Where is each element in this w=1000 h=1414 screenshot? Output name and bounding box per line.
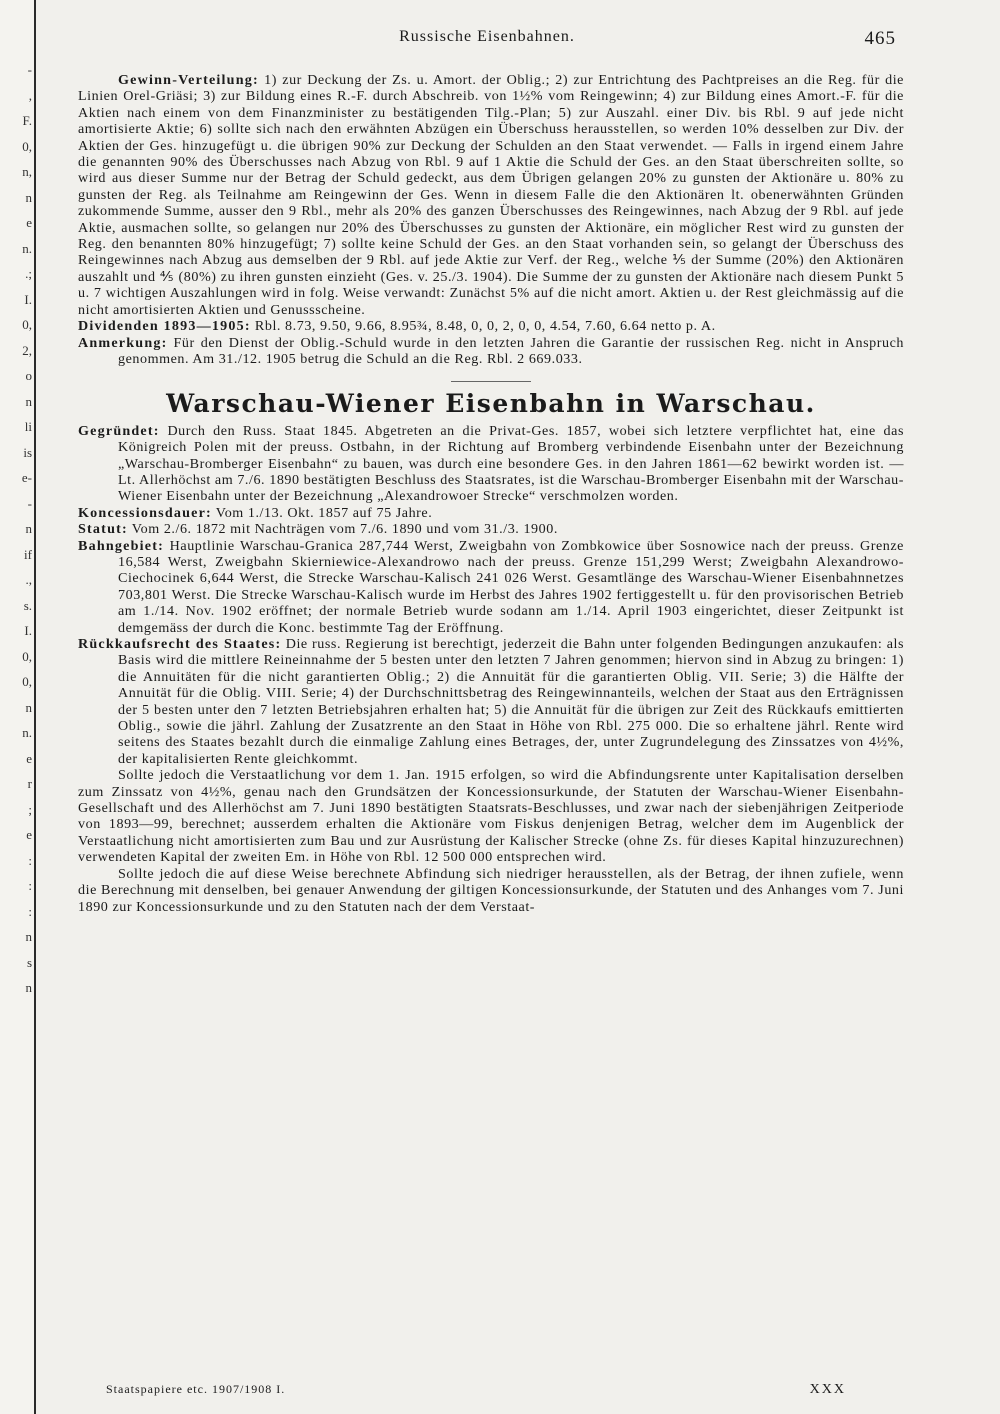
verstaatlichung-paragraph-2: Sollte jedoch die auf diese Weise berechnete Abfindung sich niedriger herausstellen, als der Betrag, der ihnen zufiele, wenn die Berechnung mit denselben, bei genauer Anwendung der giltigen Koncessionsurkunde, der Statuten und des Anhanges vom 7. Juni 1890 zur Koncessionsurkunde und zu den Statuten nach der dem Verstaat- — [78, 865, 904, 915]
gutter-fragment: n — [25, 929, 32, 944]
gutter-fragment: 0, — [22, 138, 32, 154]
gutter-fragment: 0, — [22, 317, 32, 332]
gutter-fragment: n — [25, 393, 32, 409]
gegruendet-text: Durch den Russ. Staat 1845. Abgetreten an die Privat-Ges. 1857, wobei sich letztere verpflichtet hat, eine das Königreich Polen mit der preuss. Ostbahn, in der Richtung auf Bromberg verbindende Eisenbahn unter der Bezeichnung „Warschau-Bromberger Eisenbahn“ zu bauen, was durch eine besondere Ges. in den Jahren 1861—62 bewirkt worden ist. — Lt. Allerhöchst am 7./6. 1890 bestätigten Beschluss des Staatsrates, ist die Warschau-Bromberger Eisenbahn mit der Warschau-Wiener Eisenbahn unter der Bezeichnung „Alexandrowoer Strecke“ verschmolzen worden. — [118, 422, 904, 505]
gutter-fragment: n — [25, 189, 32, 205]
koncessionsdauer-paragraph — [78, 505, 904, 521]
gutter-fragment: if — [24, 546, 32, 562]
gewinn-verteilung-label: Gewinn-Verteilung: — [118, 72, 259, 88]
statut-label: Statut: — [78, 521, 128, 538]
gegruendet-label: Gegründet: — [78, 422, 160, 439]
koncessionsdauer-label: Koncessionsdauer: — [78, 504, 212, 521]
gutter-fragment: n, — [22, 164, 32, 179]
left-margin-strip — [0, 0, 34, 1414]
bahngebiet-paragraph — [78, 538, 904, 636]
gutter-fragment: : — [28, 852, 32, 868]
document-page — [66, 0, 908, 1414]
gutter-fragment: e- — [21, 470, 32, 485]
binding-edge — [34, 0, 36, 1414]
gutter-fragment: , — [28, 87, 32, 103]
gutter-fragment: I. — [24, 291, 32, 307]
dividenden-paragraph — [78, 318, 904, 334]
gutter-fragment: li — [24, 419, 32, 434]
gutter-fragment: s. — [23, 597, 32, 613]
rueckkaufsrecht-text: Die russ. Regierung ist berechtigt, jederzeit die Bahn unter folgenden Bedingungen anzukaufen: als Basis wird die mittlere Reineinnahme der 5 besten unter den letzten 7 Jahren genommen; hiervon sind in Abzug zu bringen: 1) die Annuitäten für die nicht garantierten Oblig.; 2) die Annuität für die garantierten Oblig. VII. Serie; 3) die Hälfte der Annuität für die Oblig. VIII. Serie; 4) der Durchschnittsbetrag des Reingewinnanteils, welchen der Staat aus den Erträgnissen der 5 besten unter den 7 letzten Betriebsjahren erhalten hat; 5) die Annuität für die übrigen zur Zeit des Rückkaufs emittierten Oblig., sowie die jährl. Zahlung der Zusatzrente an den Staat in Höhe von Rbl. 275 000. Die so erhaltene jährl. Rente wird seitens des Staates bezahlt durch die einmalige Zahlung eines Betrages, der, unter Zugrundelegung des Zinssatzes von 4½%, der kapitalisierten Rente gleichkommt. — [118, 636, 905, 767]
anmerkung-text: Für den Dienst der Oblig.-Schuld wurde in den letzten Jahren die Garantie der russischen Reg. nicht in Anspruch genommen. Am 31./12. 1905 betrug die Schuld an die Reg. Rbl. 2 669.033. — [118, 334, 904, 367]
gutter-fragment: n — [25, 699, 32, 715]
koncessionsdauer-text: Vom 1./13. Okt. 1857 auf 75 Jahre. — [215, 504, 433, 521]
gewinn-verteilung-text: 1) zur Deckung der Zs. u. Amort. der Oblig.; 2) zur Entrichtung des Pachtpreises an die Reg. für die Linien Orel-Griäsi; 3) zur Bildung eines R.-F. durch Abschreib. von 1½% vom Reingewinn; 4) zur Bildung eines Amort.-F. für die Aktien nach einem von dem Finanzminister zu bestätigenden Tilg.-Plan; 5) zur Auszahl. einer Div. bis Rbl. 9 auf jede nicht amortisierte Aktie; 6) sollte sich nach den erwähnten Abzügen ein Überschuss herausstellen, so werden 10% desselben zur Div. der Aktien der Ges. hinzugefügt u. die übrigen 90% zur Deckung der Schulden an den Staat verwendet. — Falls in irgend einem Jahre die genannten 90% des Überschusses nach Abzug von Rbl. 9 auf 1 Aktie die Schuld der Ges. an den Staat überschreiten sollte, so wird aus dieser Summe nur der Betrag der Schuld gedeckt, aus dem Übrigen gelangen 20% zu gunsten der Aktionäre u. 80% zu gunsten der Reg. als Teilnahme am Reingewinn der Ges. Wenn in diesem Falle die den Aktionären lt. obenerwähnten Gründen zukommende Summe, ausser den 9 Rbl., mehr als 20% des ganzen Überschusses des Reingewinnes, nach Abzug der 9 Rbl. auf jede Aktie, ausmachen sollte, so gelangen nur 20% des Überschusses zu gunsten der Aktionäre, ein möglicher Rest wird zu gunsten der Reg. den benannten 80% hinzugefügt; 7) sollte keine Schuld der Ges. an den Staat vorhanden sein, so gelangt der Überschuss des Reingewinnes nach Abzug aus demselben der 9 Rbl. auf jede Aktie zur Verf. der Reg., welche ⅕ der Summe (20%) den Aktionären auszahlt und ⅘ (80%) zu ihren gunsten einzieht (Ges. v. 25./3. 1904). Die Summe der zu gunsten der Aktionäre nach diesem Punkt 5 u. 7 wichtigen Auszahlungen wird in folg. Weise verwandt: Zunächst 5% auf die nicht amort. Aktien u. der Rest gleichmässig auf die nicht amortisierten Aktien und Genussscheine. — [78, 72, 904, 318]
gewinn-verteilung-paragraph — [78, 72, 904, 318]
statut-paragraph — [78, 521, 904, 537]
gutter-fragment: - — [27, 62, 32, 77]
dividenden-label: Dividenden 1893—1905: — [78, 318, 251, 335]
page-body — [78, 72, 904, 915]
footer-signature: Staatspapiere etc. 1907/1908 I. — [106, 1382, 286, 1396]
gutter-fragment: is — [23, 444, 32, 460]
running-header — [66, 28, 908, 50]
section-divider — [451, 381, 531, 382]
gutter-fragment: n — [25, 980, 32, 995]
page-footer — [106, 1382, 866, 1400]
footer-sheet-number: XXX — [809, 1382, 846, 1397]
gutter-fragment: n — [25, 521, 32, 536]
gutter-fragment: 0, — [22, 648, 32, 664]
gutter-fragment: ., — [25, 572, 32, 587]
rueckkaufsrecht-label: Rückkaufsrecht des Staates: — [78, 636, 282, 652]
gutter-fragment: e — [26, 215, 32, 230]
bahngebiet-label: Bahngebiet: — [78, 537, 165, 554]
gutter-fragment: F. — [22, 113, 32, 128]
gutter-fragment: r — [27, 776, 32, 791]
gutter-fragment: .; — [25, 266, 32, 281]
gutter-fragment: e — [26, 750, 32, 766]
gutter-fragment: - — [27, 495, 32, 511]
rueckkaufsrecht-paragraph — [78, 636, 904, 767]
statut-text: Vom 2./6. 1872 mit Nachträgen vom 7./6. 1890 und vom 31./3. 1900. — [131, 521, 558, 538]
gutter-fragment: e — [26, 827, 32, 842]
gutter-fragment: : — [28, 903, 32, 919]
anmerkung-paragraph — [78, 335, 904, 368]
gutter-fragment: 0, — [22, 674, 32, 689]
page-number: 465 — [864, 28, 896, 49]
gutter-fragment: s — [26, 954, 32, 970]
gutter-fragment: o — [25, 368, 32, 383]
dividenden-text: Rbl. 8.73, 9.50, 9.66, 8.95¾, 8.48, 0, 0, 2, 0, 0, 4.54, 7.60, 6.64 netto p. A. — [254, 318, 716, 335]
gutter-fragment: ; — [28, 801, 32, 817]
anmerkung-label: Anmerkung: — [78, 334, 168, 351]
gutter-fragment: 2, — [22, 342, 32, 358]
gutter-fragment: I. — [24, 623, 32, 638]
bahngebiet-text: Hauptlinie Warschau-Granica 287,744 Werst, Zweigbahn von Zombkowice über Sosnowice nach der preuss. Grenze 16,584 Werst, Zweigbahn Skierniewice-Alexandrowo nach der preuss. Grenze 151,299 Werst; Zweigbahn Alexandrowo-Ciechocinek 6,644 Werst, die Strecke Warschau-Kalisch 241 026 Werst. Gesamtlänge des Warschau-Wiener Eisenbahnnetzes 703,801 Werst. Die Strecke Warschau-Kalisch wurde im Herbst des Jahres 1902 fertiggestellt u. für den provisorischen Betrieb am 1./14. Nov. 1902 eröffnet; der normale Betrieb wurde sodann am 1./14. April 1903 eingerichtet, dieser Zeitpunkt ist demgemäss der durch die Konc. bestimmte Tag der Eröffnung. — [118, 537, 904, 636]
running-title: Russische Eisenbahnen. — [399, 28, 575, 45]
gutter-fragment: n. — [22, 240, 32, 256]
verstaatlichung-paragraph-1: Sollte jedoch die Verstaatlichung vor dem 1. Jan. 1915 erfolgen, so wird die Abfindungsrente unter Kapitalisation derselben zum Zinssatz von 4½%, genau nach den Grundsätzen der Koncessionsurkunde, der Statuten der Warschau-Wiener Eisenbahn-Gesellschaft und des Allerhöchst am 7. Juni 1890 bestätigten Staatsrats-Beschlusses, und zwar nach der siebenjährigen Zeitperiode von 1893—99, berechnet; ausserdem erhalten die Aktionäre vom Fiskus denjenigen Betrag, welcher dem im Augenblick der Verstaatlichung nicht amortisierten zum Bau und zur Ausrüstung der Kalischer Strecke (ohne Zs. für dieses Kapital hinzuzurechnen) verwendeten Kapital der zweiten Em. in Höhe von Rbl. 12 500 000 entsprechen wird. — [78, 767, 904, 866]
gutter-fragment: n. — [22, 725, 32, 740]
section-title: Warschau-Wiener Eisenbahn in Warschau. — [166, 389, 816, 419]
gegruendet-paragraph — [78, 423, 904, 505]
previous-page-fragments — [2, 62, 32, 1006]
gutter-fragment: : — [28, 878, 32, 893]
